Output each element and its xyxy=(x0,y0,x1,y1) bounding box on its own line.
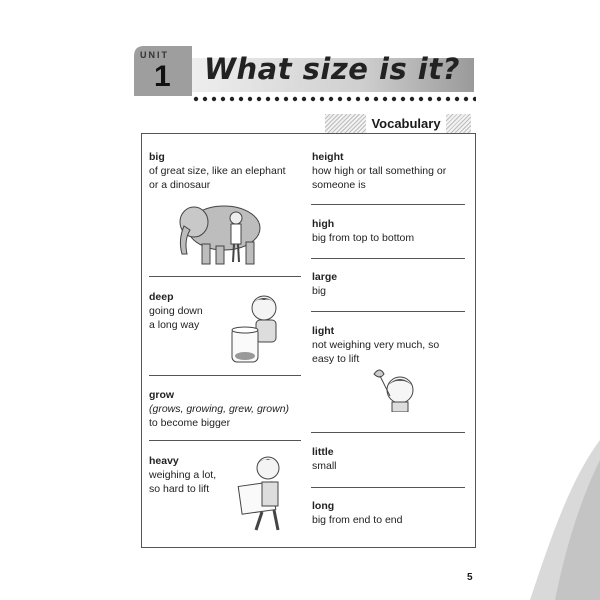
girl-with-leaf-illustration xyxy=(370,366,422,412)
entry-grow xyxy=(149,388,289,430)
entry-definition-line: of great size, like an elephant xyxy=(149,165,286,177)
divider-dot xyxy=(311,97,315,101)
entry-word: high xyxy=(312,218,335,230)
divider-rule xyxy=(311,204,465,205)
divider-dot xyxy=(392,97,396,101)
unit-number: 1 xyxy=(154,60,171,93)
divider-dot xyxy=(221,97,225,101)
divider-rule xyxy=(311,311,465,312)
entry-word: light xyxy=(312,325,335,337)
divider-dot xyxy=(275,97,279,101)
entry-definition-line: big xyxy=(312,285,327,297)
entry-definition-line: big from end to end xyxy=(312,514,403,526)
dotted-divider xyxy=(192,95,476,103)
entry-definition-line: to become bigger xyxy=(149,417,231,429)
entry-definition-line: not weighing very much, so xyxy=(312,339,440,351)
divider-dot xyxy=(239,97,243,101)
divider-dot xyxy=(473,97,476,101)
entry-definition-line: easy to lift xyxy=(312,353,360,365)
entry-definition-line: (grows, growing, grew, grown) xyxy=(149,403,290,415)
divider-dot xyxy=(428,97,432,101)
divider-dot xyxy=(257,97,261,101)
unit-label: UNIT xyxy=(140,50,169,60)
divider-dot xyxy=(338,97,342,101)
divider-dot xyxy=(293,97,297,101)
divider-dot xyxy=(203,97,207,101)
entry-word: large xyxy=(312,271,338,283)
entry-definition-line: going down xyxy=(149,305,203,317)
entry-definition-line: weighing a lot, xyxy=(149,469,217,481)
entry-definition-line: how high or tall something or xyxy=(312,165,447,177)
divider-dot xyxy=(374,97,378,101)
divider-rule xyxy=(311,487,465,488)
divider-dot xyxy=(230,97,234,101)
entry-word: deep xyxy=(149,291,174,303)
entry-definition-line: so hard to lift xyxy=(149,483,210,495)
entry-word: height xyxy=(312,151,344,163)
divider-dot xyxy=(410,97,414,101)
entry-definition-line: or a dinosaur xyxy=(149,179,211,191)
entry-definition-line: small xyxy=(312,460,337,472)
entry-long xyxy=(312,499,402,527)
divider-dot xyxy=(194,97,198,101)
boy-with-jar-illustration xyxy=(226,292,288,366)
entry-definition-line: someone is xyxy=(312,179,366,191)
page-number: 5 xyxy=(467,572,473,583)
page-curl-decoration xyxy=(530,440,600,600)
divider-dot xyxy=(329,97,333,101)
divider-dot xyxy=(356,97,360,101)
entry-little xyxy=(312,445,337,473)
divider-dot xyxy=(401,97,405,101)
entry-definition-line: big from top to bottom xyxy=(312,232,415,244)
entry-height xyxy=(312,150,446,192)
divider-dot xyxy=(347,97,351,101)
section-tab-vocabulary: Vocabulary xyxy=(366,114,446,134)
page-title: What size is it? xyxy=(204,52,460,86)
entry-word: long xyxy=(312,500,335,512)
divider-dot xyxy=(419,97,423,101)
entry-large xyxy=(312,270,337,298)
divider-rule xyxy=(311,258,465,259)
entry-heavy xyxy=(149,454,216,496)
divider-dot xyxy=(383,97,387,101)
entry-word: little xyxy=(312,446,334,458)
entry-high xyxy=(312,217,414,245)
divider-dot xyxy=(266,97,270,101)
divider-dot xyxy=(248,97,252,101)
entry-word: big xyxy=(149,151,165,163)
divider-dot xyxy=(455,97,459,101)
divider-dot xyxy=(320,97,324,101)
divider-rule xyxy=(149,440,301,441)
divider-dot xyxy=(365,97,369,101)
entry-deep xyxy=(149,290,203,332)
divider-rule xyxy=(311,432,465,433)
divider-rule xyxy=(149,276,301,277)
divider-dot xyxy=(284,97,288,101)
divider-rule xyxy=(149,375,301,376)
entry-big xyxy=(149,150,286,192)
divider-dot xyxy=(302,97,306,101)
entry-word: grow xyxy=(149,389,175,401)
divider-dot xyxy=(446,97,450,101)
entry-word: heavy xyxy=(149,455,179,467)
elephant-and-boy-illustration xyxy=(176,196,268,268)
entry-definition-line: a long way xyxy=(149,319,200,331)
divider-dot xyxy=(437,97,441,101)
boy-carrying-box-illustration xyxy=(232,454,296,534)
divider-dot xyxy=(212,97,216,101)
entry-light xyxy=(312,324,439,366)
divider-dot xyxy=(464,97,468,101)
